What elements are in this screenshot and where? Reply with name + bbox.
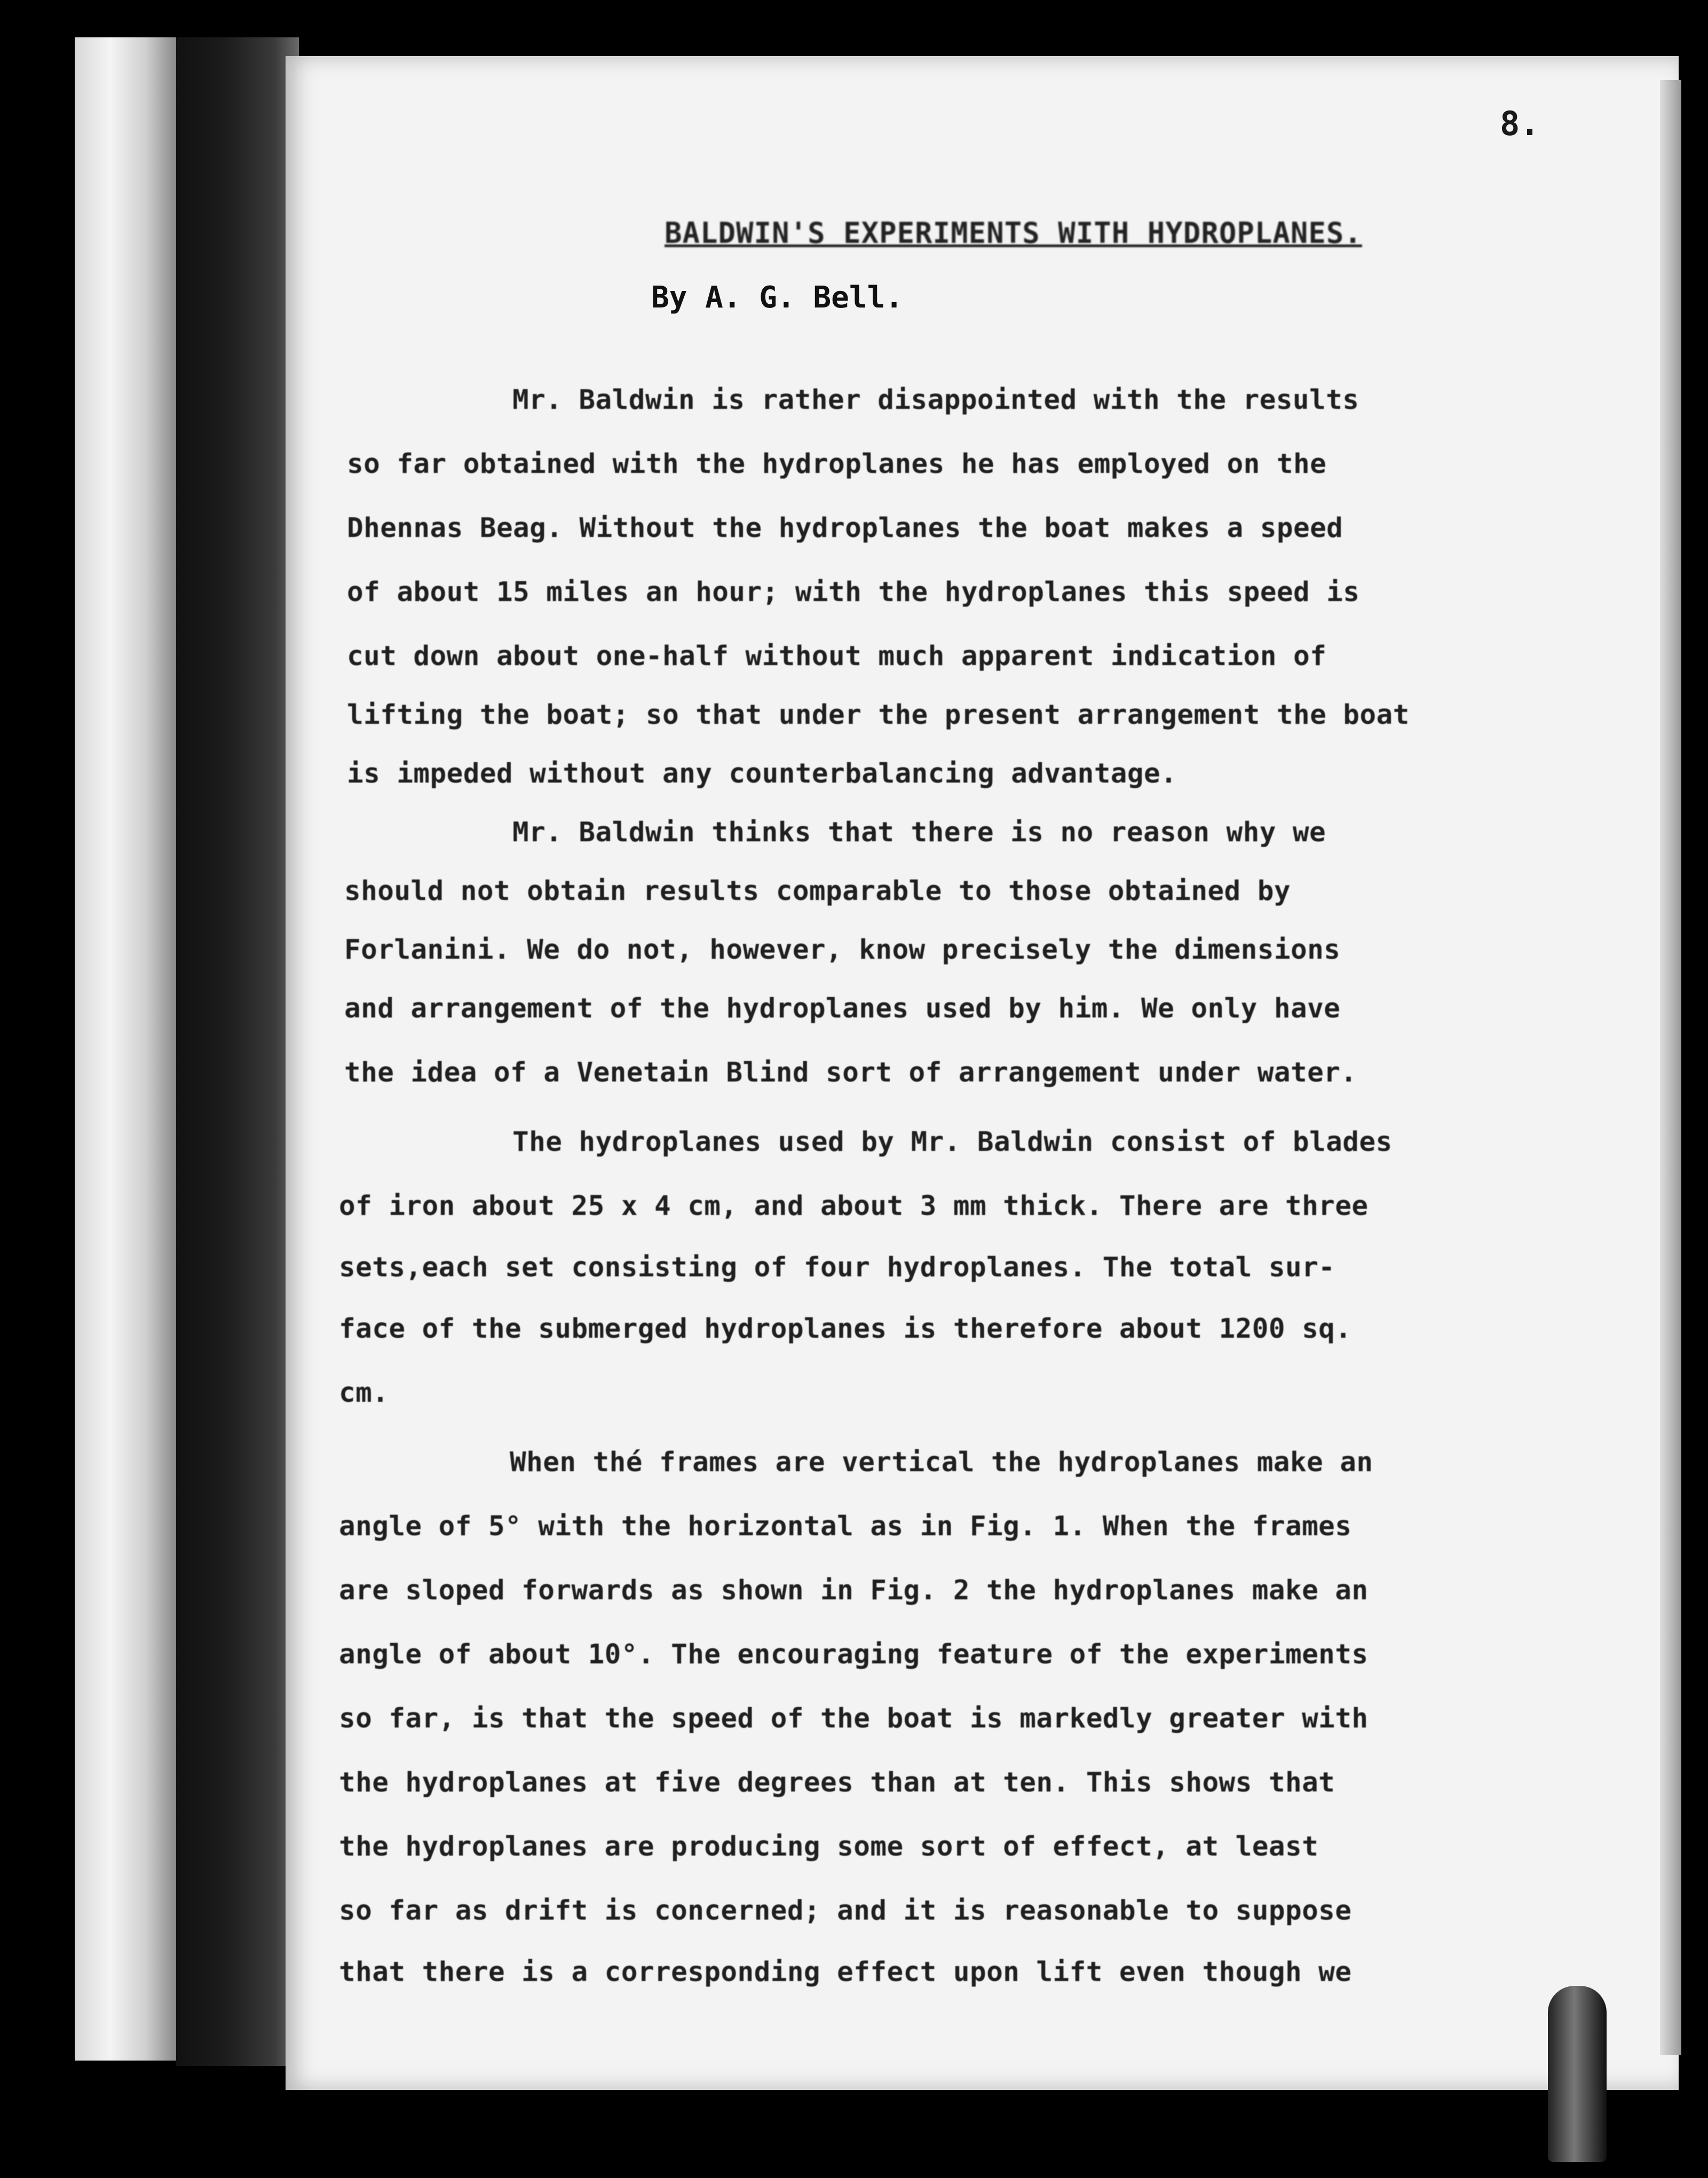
text-line: and arrangement of the hydroplanes used by him. We only have xyxy=(344,993,1341,1024)
text-line: Mr. Baldwin is rather disappointed with the results xyxy=(512,384,1359,416)
text-line: of about 15 miles an hour; with the hydroplanes this speed is xyxy=(347,577,1360,608)
text-line: lifting the boat; so that under the present arrangement the boat xyxy=(347,699,1410,731)
text-line: so far as drift is concerned; and it is reasonable to suppose xyxy=(339,1895,1352,1927)
text-line: so far, is that the speed of the boat is markedly greater with xyxy=(339,1703,1369,1734)
text-line: are sloped forwards as shown in Fig. 2 the hydroplanes make an xyxy=(339,1575,1369,1606)
text-line: When thé frames are vertical the hydroplanes make an xyxy=(510,1447,1373,1478)
text-line: should not obtain results comparable to those obtained by xyxy=(344,875,1291,907)
text-line: angle of about 10°. The encouraging feature of the experiments xyxy=(339,1639,1369,1670)
text-line: face of the submerged hydroplanes is therefore about 1200 sq. xyxy=(339,1313,1352,1345)
text-line: sets,each set consisting of four hydroplanes. The total sur- xyxy=(339,1252,1335,1283)
book-gutter xyxy=(176,37,299,2066)
page-stack-edge xyxy=(1660,80,1681,2055)
text-line: Dhennas Beag. Without the hydroplanes the boat makes a speed xyxy=(347,512,1343,544)
text-line: The hydroplanes used by Mr. Baldwin consist of blades xyxy=(512,1126,1393,1158)
text-line: that there is a corresponding effect upon lift even though we xyxy=(339,1956,1352,1988)
text-line: the idea of a Venetain Blind sort of arrangement under water. xyxy=(344,1057,1357,1088)
text-line: angle of 5° with the horizontal as in Fig. 1. When the frames xyxy=(339,1511,1352,1542)
text-line: the hydroplanes at five degrees than at ten. This shows that xyxy=(339,1767,1335,1798)
page-number: 8. xyxy=(1500,104,1540,143)
text-line: so far obtained with the hydroplanes he has employed on the xyxy=(347,448,1327,480)
text-line: the hydroplanes are producing some sort of effect, at least xyxy=(339,1831,1319,1863)
author-byline: By A. G. Bell. xyxy=(651,280,904,315)
text-line: cut down about one-half without much apparent indication of xyxy=(347,641,1327,672)
previous-page-edge xyxy=(75,37,176,2061)
text-line: Forlanini. We do not, however, know precisely the dimensions xyxy=(344,934,1341,966)
text-line: is impeded without any counterbalancing advantage. xyxy=(347,758,1177,790)
binder-clip xyxy=(1548,1986,1607,2162)
text-line: cm. xyxy=(339,1377,389,1409)
document-title: BALDWIN'S EXPERIMENTS WITH HYDROPLANES. xyxy=(665,216,1362,250)
text-line: Mr. Baldwin thinks that there is no reason why we xyxy=(512,817,1326,848)
text-line: of iron about 25 x 4 cm, and about 3 mm thick. There are three xyxy=(339,1190,1369,1222)
